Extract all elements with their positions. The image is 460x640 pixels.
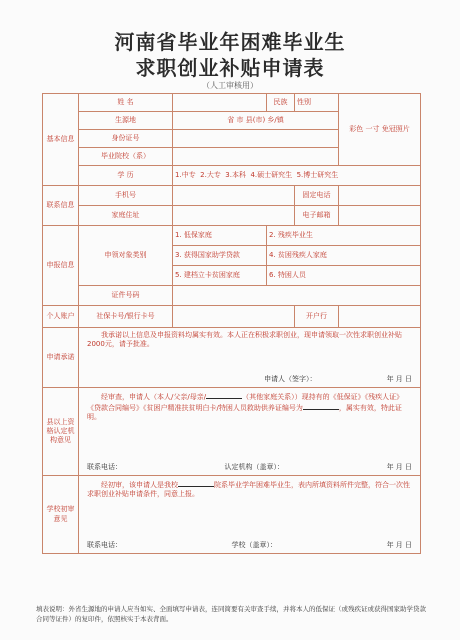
cert-number-field[interactable] bbox=[173, 286, 421, 306]
form-notes: 填表说明：外省生源地的申请人应当如实、全面填写申请表，连同简要有关审查手续，并将本人的低保证（或残疾证或获得国家助学贷款合同等证件）的复印件，依照核实于本表背面。 bbox=[36, 605, 426, 624]
relation-blank[interactable] bbox=[206, 391, 242, 399]
education-option[interactable]: 1.中专 bbox=[175, 170, 196, 179]
education-options[interactable] bbox=[173, 166, 421, 186]
email-field[interactable] bbox=[339, 206, 421, 226]
landline-field[interactable] bbox=[339, 186, 421, 206]
cert-code-blank[interactable] bbox=[303, 402, 339, 410]
section-county-opinion: 县以上资格认定机构意见 bbox=[43, 388, 79, 476]
education-option[interactable]: 4.硕士研究生 bbox=[250, 170, 293, 179]
phone-field[interactable] bbox=[173, 186, 295, 206]
county-opinion-block bbox=[79, 388, 421, 476]
county-seal-label: 认定机构（盖章）： bbox=[224, 462, 285, 471]
section-basic-info: 基本信息 bbox=[43, 94, 79, 186]
section-declare-info: 申报信息 bbox=[43, 226, 79, 306]
bank-card-label: 社保卡号/银行卡号 bbox=[79, 306, 173, 328]
form-title-line2: 求职创业补贴申请表 bbox=[135, 56, 325, 80]
bank-label: 开户行 bbox=[295, 306, 339, 328]
cert-number-label: 证件号码 bbox=[79, 286, 173, 306]
target-option[interactable]: 1. 低保家庭 bbox=[173, 226, 267, 246]
school-date: 年 月 日 bbox=[386, 540, 413, 549]
county-date: 年 月 日 bbox=[386, 462, 413, 471]
photo-box: 彩色 一寸 免冠照片 bbox=[339, 94, 421, 166]
applicant-signature-label: 申请人（签字）： bbox=[264, 374, 317, 383]
email-label: 电子邮箱 bbox=[295, 206, 339, 226]
target-option[interactable]: 5. 建档立卡贫困家庭 bbox=[173, 266, 267, 286]
school-opinion-block bbox=[79, 476, 421, 554]
county-contact-label: 联系电话： bbox=[87, 462, 122, 471]
promise-date: 年 月 日 bbox=[386, 374, 413, 383]
department-blank[interactable] bbox=[178, 479, 214, 487]
education-option[interactable]: 3.本科 bbox=[225, 170, 246, 179]
gender-label: 性别 bbox=[295, 94, 339, 112]
origin-field[interactable]: 省 市 县(市) 乡/镇 bbox=[173, 112, 339, 130]
school-text-a: 经初审，该申请人是我校 bbox=[101, 481, 178, 489]
landline-label: 固定电话 bbox=[295, 186, 339, 206]
bank-field[interactable] bbox=[339, 306, 421, 328]
county-text-a: 经审查，申请人（本人/父亲/母亲/ bbox=[101, 393, 207, 401]
target-option[interactable]: 4. 贫困残疾人家庭 bbox=[267, 246, 421, 266]
school-field[interactable] bbox=[173, 148, 339, 166]
name-label: 姓 名 bbox=[79, 94, 173, 112]
application-form-table bbox=[42, 93, 421, 554]
target-option[interactable]: 2. 残疾毕业生 bbox=[267, 226, 421, 246]
education-option[interactable]: 2.大专 bbox=[200, 170, 221, 179]
address-label: 家庭住址 bbox=[79, 206, 173, 226]
county-text-b: （其他家庭关系））现持有的《低保证》《残疾人证》《贷款合同编号》《贫困户精准扶贫明白卡/特困人员救助供养证编号为 bbox=[87, 393, 404, 413]
section-promise: 申请承诺 bbox=[43, 328, 79, 388]
ethnic-label: 民族 bbox=[267, 94, 295, 112]
form-title-line1: 河南省毕业年困难毕业生 bbox=[114, 30, 346, 54]
target-type-label: 申领对象类别 bbox=[79, 226, 173, 286]
bank-card-field[interactable] bbox=[173, 306, 295, 328]
address-field[interactable] bbox=[173, 206, 295, 226]
school-text-b: 院系毕业学年困难毕业生，表内所填资料所件完整，符合一次性求职创业补贴申请条件，同意上报。 bbox=[87, 481, 410, 499]
id-number-field[interactable] bbox=[173, 130, 339, 148]
county-text-c: ，属实有效，特此证明。 bbox=[87, 404, 402, 422]
section-school-opinion: 学校初审意见 bbox=[43, 476, 79, 554]
promise-text: 我承诺以上信息及申报资料均属实有效。本人正在积极求职创业，现申请领取一次性求职创业补贴2000元，请予批准。 bbox=[87, 331, 402, 349]
id-number-label: 身份证号 bbox=[79, 130, 173, 148]
school-seal-label: 学校（盖章）： bbox=[231, 540, 278, 549]
name-field[interactable] bbox=[173, 94, 267, 112]
phone-label: 手机号 bbox=[79, 186, 173, 206]
target-option[interactable]: 6. 特困人员 bbox=[267, 266, 421, 286]
form-subtitle: （人工审核用） bbox=[202, 81, 258, 90]
target-option[interactable]: 3. 获得国家助学贷款 bbox=[173, 246, 267, 266]
section-account: 个人账户 bbox=[43, 306, 79, 328]
origin-label: 生源地 bbox=[79, 112, 173, 130]
school-label: 毕业院校（系） bbox=[79, 148, 173, 166]
education-label: 学 历 bbox=[79, 166, 173, 186]
education-option[interactable]: 5.博士研究生 bbox=[296, 170, 339, 179]
section-contact-info: 联系信息 bbox=[43, 186, 79, 226]
school-contact-label: 联系电话： bbox=[87, 540, 122, 549]
promise-block bbox=[79, 328, 421, 388]
